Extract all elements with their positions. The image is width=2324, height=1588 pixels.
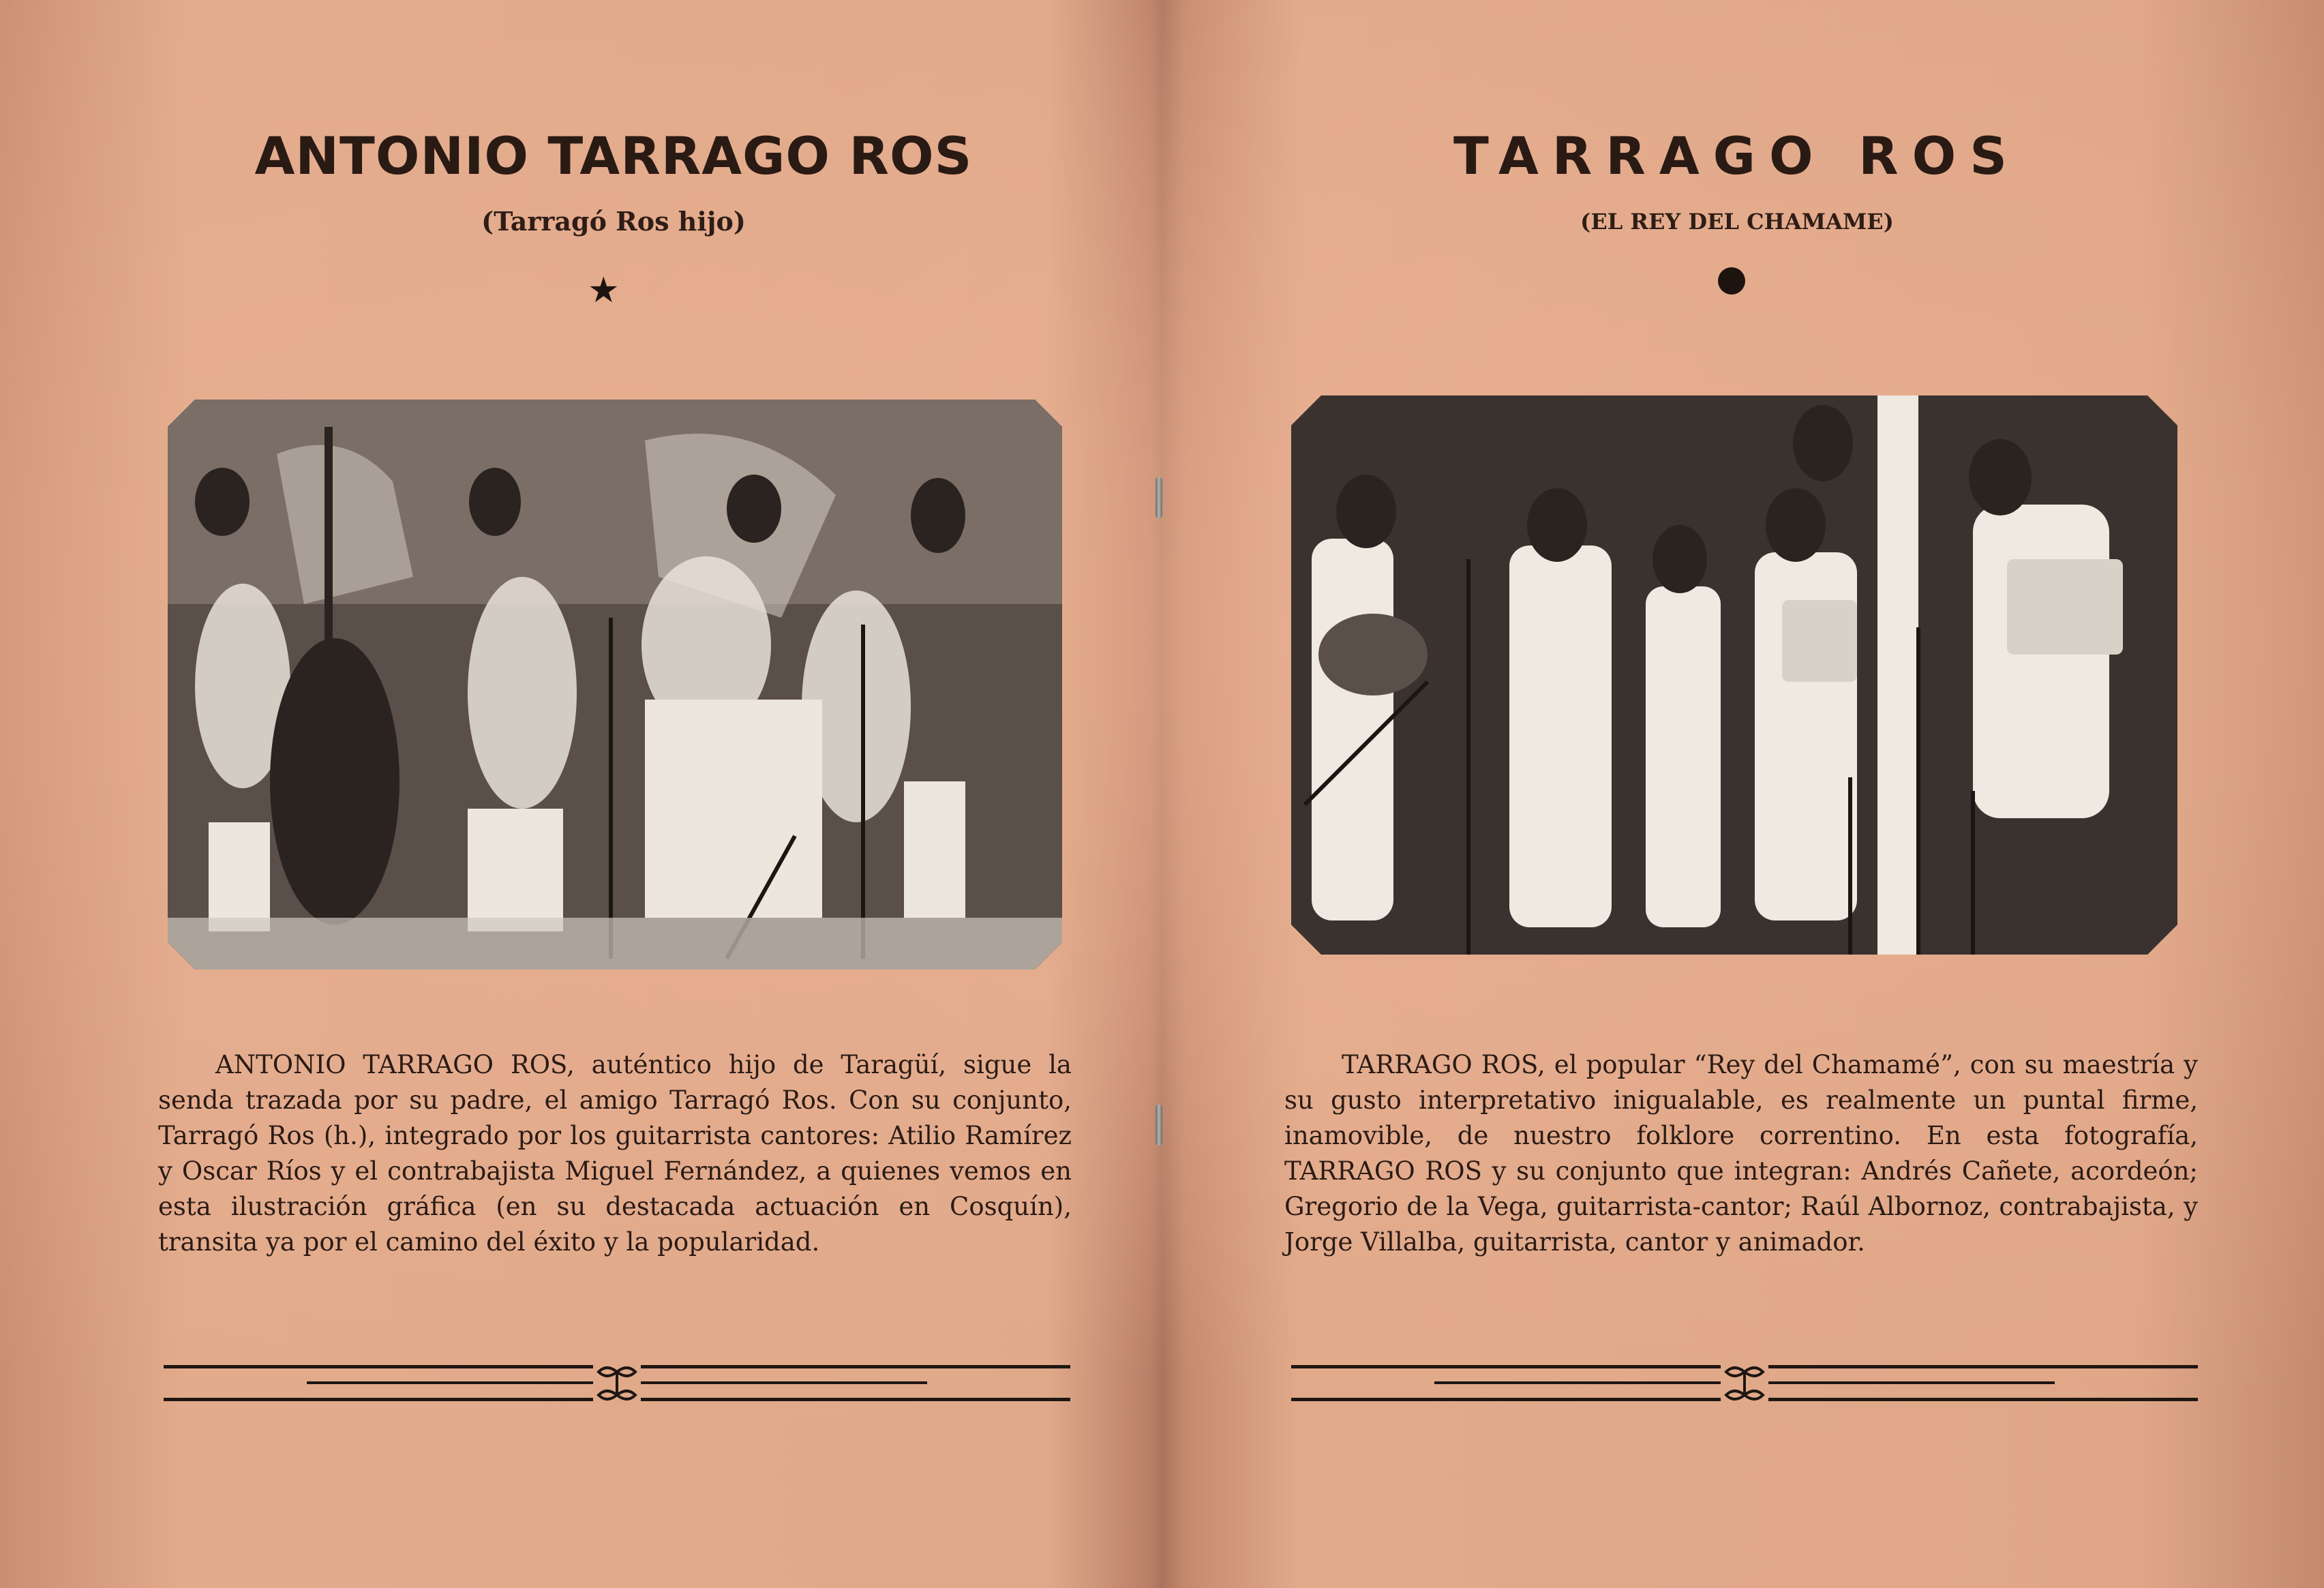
right-page-ornamental-rule	[1291, 1360, 2198, 1407]
band-photo-left	[168, 400, 1062, 970]
band-photo-right	[1291, 395, 2177, 955]
left-page-body: ANTONIO TARRAGO ROS, auténtico hijo de Taragüí, sigue la senda trazada por su padre, el amigo Tarragó Ros. Con su conjunto, Tarragó Ros (h.), integrado por los guitarrista cantores: Atilio Ramírez y Oscar Ríos y el contrabajista Miguel Fernández, a quienes vemos en esta ilustración gráfica (en su destacada actuación en Cosquín), transita ya por el camino del éxito y la popularidad.	[158, 1050, 1072, 1257]
band-photo-right-image	[1291, 395, 2177, 955]
right-page	[1163, 0, 2322, 1588]
bullet-dot-icon	[1718, 267, 1745, 295]
band-photo-left-image	[168, 400, 1062, 970]
star-icon: ★	[588, 270, 620, 311]
rule-line	[307, 1381, 600, 1384]
staple	[1156, 1105, 1162, 1145]
rule-line	[1762, 1381, 2055, 1384]
scroll-ornament-icon	[1721, 1362, 1768, 1405]
right-page-body: TARRAGO ROS, el popular “Rey del Chamamé”, con su maestría y su gusto interpretativo inigualable, es realmente un puntal firme, inamovible, de nuestro folklore correntino. En esta fotografía, TARRAGO ROS y su conjunto que integran: Andrés Cañete, acordeón; Gregorio de la Vega, guitarrista-cantor; Raúl Albornoz, contrabajista, y Jorge Villalba, guitarrista, cantor y animador.	[1284, 1050, 2198, 1257]
left-page-title: ANTONIO TARRAGO ROS	[254, 125, 973, 186]
left-page-subtitle: (Tarragó Ros hijo)	[481, 206, 746, 237]
scroll-ornament-icon	[593, 1362, 641, 1405]
left-page-ornamental-rule	[164, 1360, 1070, 1407]
right-page-title: TARRAGO ROS	[1453, 125, 2021, 186]
rule-line	[634, 1381, 927, 1384]
staple	[1156, 477, 1162, 518]
right-page-subtitle: (EL REY DEL CHAMAME)	[1580, 209, 1894, 235]
left-page	[0, 0, 1159, 1588]
rule-line	[1434, 1381, 1727, 1384]
